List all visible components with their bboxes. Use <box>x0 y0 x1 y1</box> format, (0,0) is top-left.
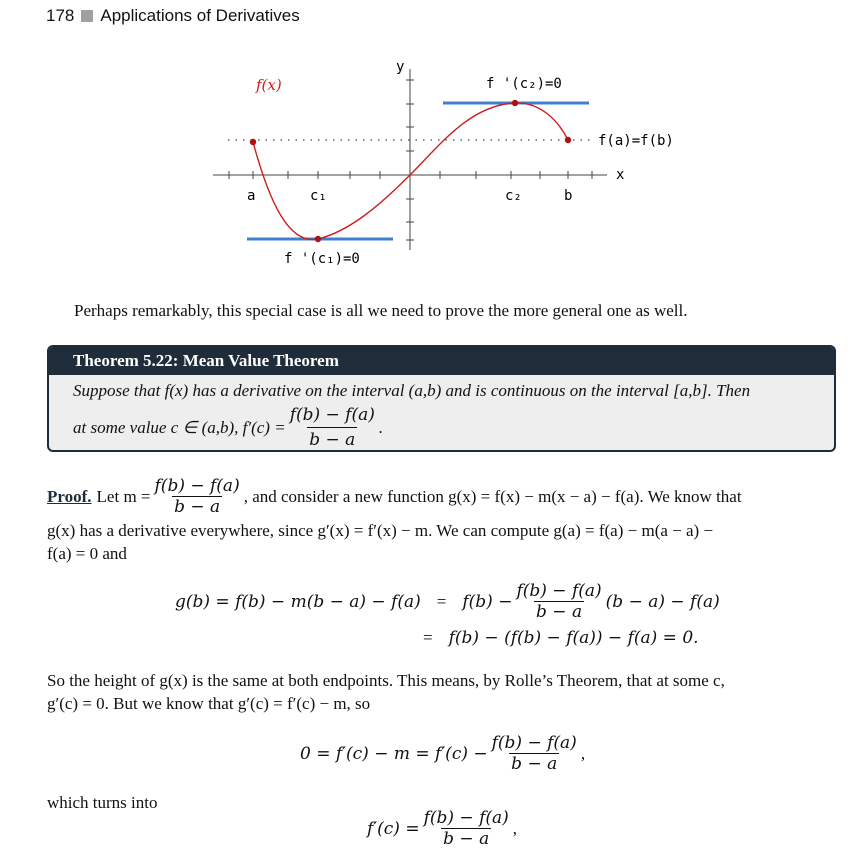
equation-1-rhs-pre: f(b) − <box>462 591 513 612</box>
equation-3-denominator: b − a <box>511 754 558 774</box>
theorem-fraction <box>288 403 377 452</box>
proof-line-2: g(x) has a derivative everywhere, since g′(x) = f′(x) − m. We can compute g(a) = f(a) − m(a − a) − <box>47 521 714 540</box>
equation-4 <box>367 808 517 849</box>
tick-label-c2: c₂ <box>505 188 522 204</box>
equation-1-numerator: f(b) − f(a) <box>516 581 602 601</box>
y-axis-label: y <box>396 59 405 75</box>
equation-3 <box>300 733 585 774</box>
mvt-diagram <box>0 55 860 280</box>
equation-1 <box>175 581 720 622</box>
equation-3-pre: 0 = f′(c) − m = f′(c) − <box>300 743 488 764</box>
tangent-label-c2: f '(c₂)=0 <box>486 76 562 92</box>
theorem-fraction-numerator: f(b) − f(a) <box>289 405 375 425</box>
tick-label-b: b <box>564 188 573 204</box>
equation-4-post: , <box>512 818 518 838</box>
point-c2 <box>512 100 518 106</box>
turns-into-text: which turns into <box>47 793 158 812</box>
theorem-line-2-prefix: at some value c ∈ (a,b), f′(c) = <box>73 417 286 437</box>
equation-1-fraction <box>514 581 603 622</box>
point-a <box>250 139 256 145</box>
theorem-fraction-denominator: b − a <box>307 427 357 452</box>
theorem-line-1: Suppose that f(x) has a derivative on the interval (a,b) and is continuous on the interval [a,b]. Then <box>73 381 751 400</box>
endpoint-label: f(a)=f(b) <box>598 133 674 149</box>
function-label: f(x) <box>256 76 282 94</box>
theorem-body <box>49 375 834 452</box>
equation-1-rhs-post: (b − a) − f(a) <box>605 591 720 612</box>
theorem-line-2-suffix: . <box>378 417 384 437</box>
equation-4-pre: f′(c) = <box>367 818 420 839</box>
equation-3-fraction <box>490 733 579 774</box>
proof-m-denominator: b − a <box>174 497 221 517</box>
proof-let-prefix: Let m = <box>96 486 151 506</box>
equation-3-post: , <box>580 743 586 763</box>
intro-paragraph: Perhaps remarkably, this special case is all we need to prove the more general one as well. <box>74 301 688 320</box>
equation-1-denominator: b − a <box>536 602 583 622</box>
equation-3-numerator: f(b) − f(a) <box>491 733 577 753</box>
proof-label: Proof. <box>47 486 92 506</box>
tick-label-c1: c₁ <box>310 188 327 204</box>
theorem-box <box>47 345 836 452</box>
proof-m-numerator: f(b) − f(a) <box>154 476 240 496</box>
equation-2-rhs: f(b) − (f(b) − f(a)) − f(a) = 0. <box>448 628 699 648</box>
theorem-line-2 <box>73 403 810 452</box>
tick-label-a: a <box>247 188 256 204</box>
equation-2-equals: = <box>423 628 433 647</box>
x-axis-label: x <box>616 167 625 183</box>
page-number: 178 <box>46 6 75 25</box>
paragraph-2-line-1: So the height of g(x) is the same at both endpoints. This means, by Rolle’s Theorem, that at some c, <box>47 671 725 690</box>
proof-line-1 <box>47 476 742 517</box>
separator-square-icon <box>81 10 93 22</box>
theorem-title: Theorem 5.22: Mean Value Theorem <box>49 347 834 375</box>
running-head <box>46 6 300 26</box>
equation-1-lhs: g(b) = f(b) − m(b − a) − f(a) <box>175 591 421 612</box>
paragraph-2-line-2: g′(c) = 0. But we know that g′(c) = f′(c) − m, so <box>47 694 371 713</box>
equation-4-numerator: f(b) − f(a) <box>423 808 509 828</box>
equation-2 <box>423 628 699 648</box>
equation-1-equals: = <box>436 591 447 611</box>
equation-4-denominator: b − a <box>443 829 490 849</box>
proof-line-1-rest: , and consider a new function g(x) = f(x) − m(x − a) − f(a). We know that <box>243 486 742 506</box>
proof-line-3: f(a) = 0 and <box>47 544 127 563</box>
point-c1 <box>315 236 321 242</box>
proof-m-fraction <box>153 476 242 517</box>
section-title: Applications of Derivatives <box>100 6 300 25</box>
point-b <box>565 137 571 143</box>
tangent-label-c1: f '(c₁)=0 <box>284 251 360 267</box>
equation-4-fraction <box>422 808 511 849</box>
